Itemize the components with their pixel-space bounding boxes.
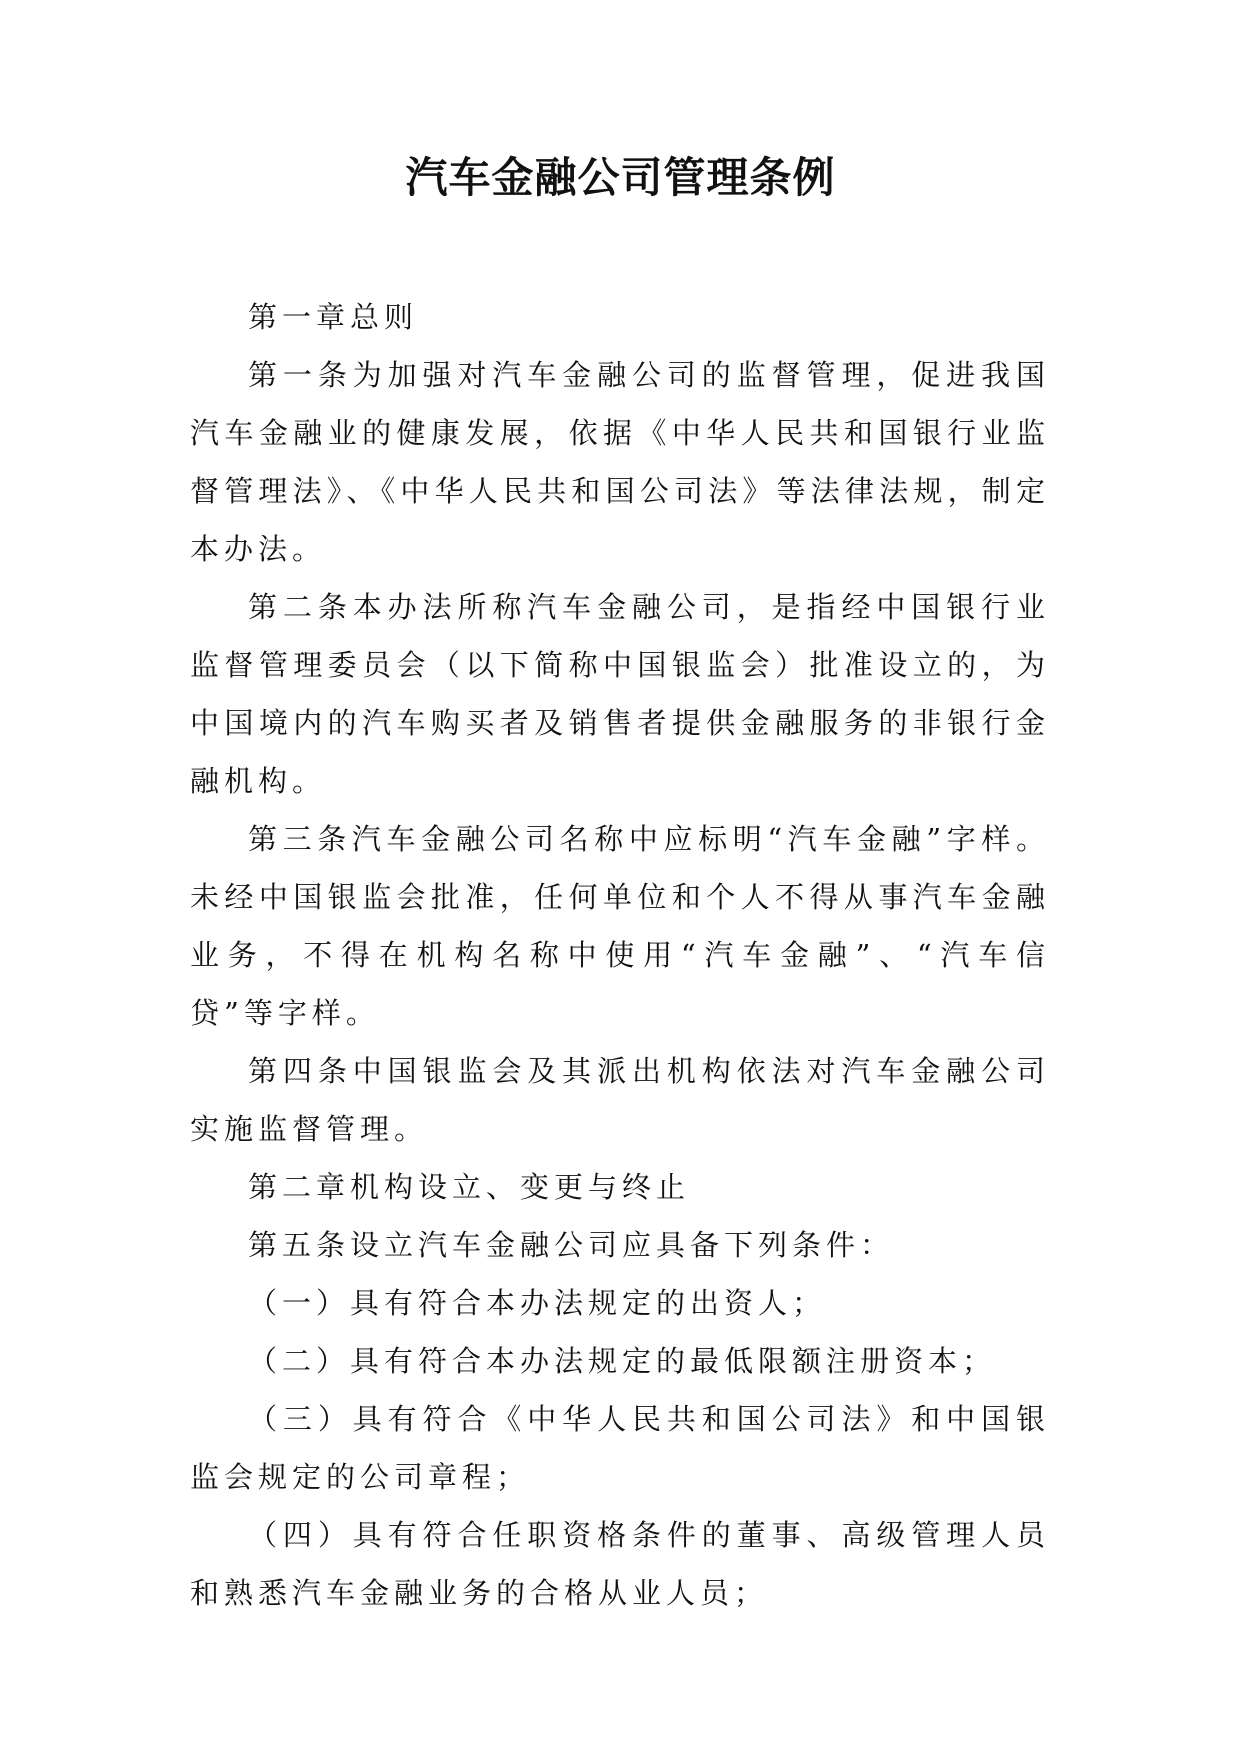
article-2: 第二条本办法所称汽车金融公司，是指经中国银行业监督管理委员会（以下简称中国银监会）批准设立的，为中国境内的汽车购买者及销售者提供金融服务的非银行金融机构。 xyxy=(190,590,1050,798)
article-5-item-2: （二）具有符合本办法规定的最低限额注册资本； xyxy=(248,1344,997,1378)
document-body xyxy=(190,288,1050,1622)
article-5: 第五条设立汽车金融公司应具备下列条件： xyxy=(248,1228,895,1262)
article-5-item-4: （四）具有符合任职资格条件的董事、高级管理人员和熟悉汽车金融业务的合格从业人员； xyxy=(190,1518,1050,1610)
chapter-1-heading: 第一章总则 xyxy=(248,300,419,334)
article-5-item-3: （三）具有符合《中华人民共和国公司法》和中国银监会规定的公司章程； xyxy=(190,1402,1050,1494)
article-3: 第三条汽车金融公司名称中应标明“汽车金融”字样。未经中国银监会批准，任何单位和个人不得从事汽车金融业务，不得在机构名称中使用“汽车金融”、“汽车信贷”等字样。 xyxy=(190,822,1050,1030)
document-title: 汽车金融公司管理条例 xyxy=(405,153,836,202)
article-5-item-1: （一）具有符合本办法规定的出资人； xyxy=(248,1286,827,1320)
chapter-2-heading: 第二章机构设立、变更与终止 xyxy=(248,1170,691,1204)
article-1: 第一条为加强对汽车金融公司的监督管理，促进我国汽车金融业的健康发展，依据《中华人民共和国银行业监督管理法》、《中华人民共和国公司法》等法律法规，制定本办法。 xyxy=(190,358,1050,566)
article-4: 第四条中国银监会及其派出机构依法对汽车金融公司实施监督管理。 xyxy=(190,1054,1050,1146)
